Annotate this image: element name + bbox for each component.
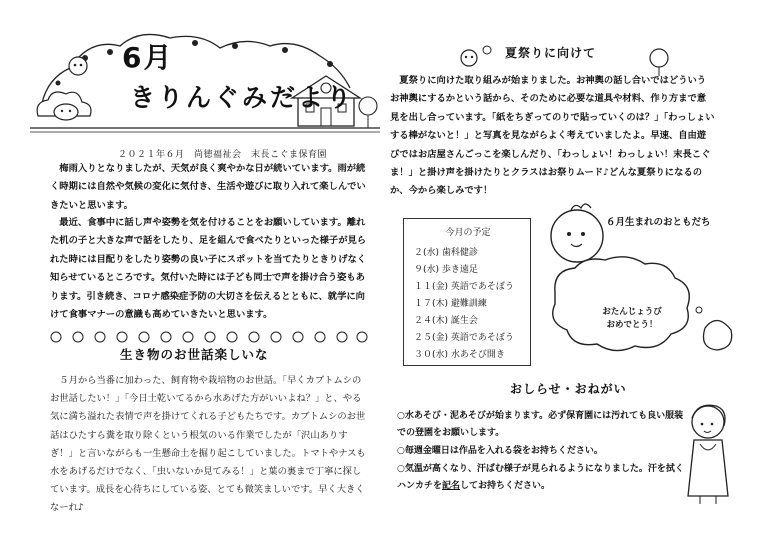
schedule-date: ２(水) [414,248,440,258]
section-heading-creatures: 生き物のお世話楽しいな [120,347,269,362]
notice-item: ○毎週金曜日は作品を入れる袋をお持ちください。 [397,446,603,456]
notice-item: ○水あそび・泥あそびが始まります。必ず保育園には汚れても良い服装での登園をお願いします。 [397,411,684,439]
schedule-event: 英語であそぼう [450,333,514,343]
schedule-event: 歯科健診 [441,248,478,258]
schedule-date: ９(水) [414,265,440,275]
schedule-date: １１(金) [414,282,449,292]
schedule-event: 水あそび開き [450,350,505,360]
birthday-message-line: おめでとう！ [606,320,658,330]
month-title: 6月 [122,41,174,74]
section-heading-notices: おしらせ・おねがい [510,382,627,396]
notice-text: してお持ちください。 [460,481,551,492]
schedule-item [414,330,529,343]
schedule-date: ３０(水) [414,350,449,360]
schedule-item [414,347,529,360]
newsletter-title: きりんぐみだより [130,83,355,112]
schedule-item [414,245,529,258]
schedule-item [414,296,529,309]
summer-festival-paragraph: 夏祭りに向けた取り組みが始まりました。お神輿の話し合いではどういうお神輿にするかという話から、そのために必要な道具や材料、作り方まで意見を出し合っています。「紙をちぎってのりで貼っていくのは？」「わっしょいする棒がないと！」と写真を見ながらよく考えていましたよ。早速、自由遊びではお店屋さんごっこを楽しんだり、「わっしょい！わっしょい！末長こぐま！」と掛け声を掛けたりとクラスはお祭りムード♪どんな夏祭りになるのか、今から楽しみです！ [390,75,715,197]
notice-item [397,461,687,495]
creature-care-paragraph: ５月から当番に加わった、飼育物や栽培物のお世話。「早くカブトムシのお世話したい！」「今日土乾いてるから水あげた方がいいよね？」と、やる気に満ち溢れた表情で声を掛けてくれる子どもたちです。カブトムシのお世話はひたすら糞を取り除くという根気のいる作業でしたが「沢山ありすぎ！」と言いながらも一生懸命土を掘り起こしていました。トマトやナスも水をあげるだけでなく、「虫いないか見てみる！」と葉の裏まで丁寧に探しています。成長を心待ちにしている姿、とても微笑ましいです。早く大きくなーれ♪ [50,375,366,514]
schedule-event: 英語であそぼう [450,282,514,292]
monthly-schedule [403,218,531,366]
girl-illustration [678,400,743,505]
notice-text: ○気温が高くなり、汗ばむ様子が見られるようになりました。汗を拭くハンカチを [397,464,684,492]
section-heading-summer-festival: 夏祭りに向けて [505,46,597,60]
schedule-item [414,313,529,326]
birthday-section-title: ６月生まれのおともだち [606,217,711,228]
schedule-event: 避難訓練 [450,299,487,309]
notice-text-emphasis: 記名 [442,481,461,492]
schedule-date: １７(木) [414,299,449,309]
intro-paragraph: 梅雨入りとなりましたが、天気が良く爽やかな日が続いています。雨が続く時期には自然や気候の変化に気付き、生活や遊びに取り入れて楽しんでいきたいと思います。 [50,163,366,211]
snail-border-decoration [48,330,368,344]
schedule-date: ２４(木) [414,316,449,326]
schedule-date: ２５(金) [414,333,449,343]
schedule-event: 誕生会 [450,316,478,326]
birthday-message-line: おたんじょうび [602,307,662,317]
meal-manners-paragraph: 最近、食事中に話し声や姿勢を気を付けることをお願いしています。離れた机の子と大きな声で話をしたり、足を組んで食べたりといった様子が見られた時には目配りをしたり姿勢の良い子にスポットを当てたりときりげなく知らせているところです。気付いた時には子ども同士で声を掛け合う姿もあります。引き続き、コロナ感染症予防の大切さを伝えるとともに、就学に向けて食事マナーの意識も高めていきたいと思います。 [50,217,367,321]
issue-info: ２０２１年６月 尚徳福祉会 末長こぐま保育園 [118,150,328,160]
schedule-item [414,279,529,292]
schedule-event: 歩き遠足 [441,265,478,275]
schedule-item [414,262,529,275]
schedule-heading: 今月の予定 [445,228,491,238]
birthday-message [590,306,674,332]
